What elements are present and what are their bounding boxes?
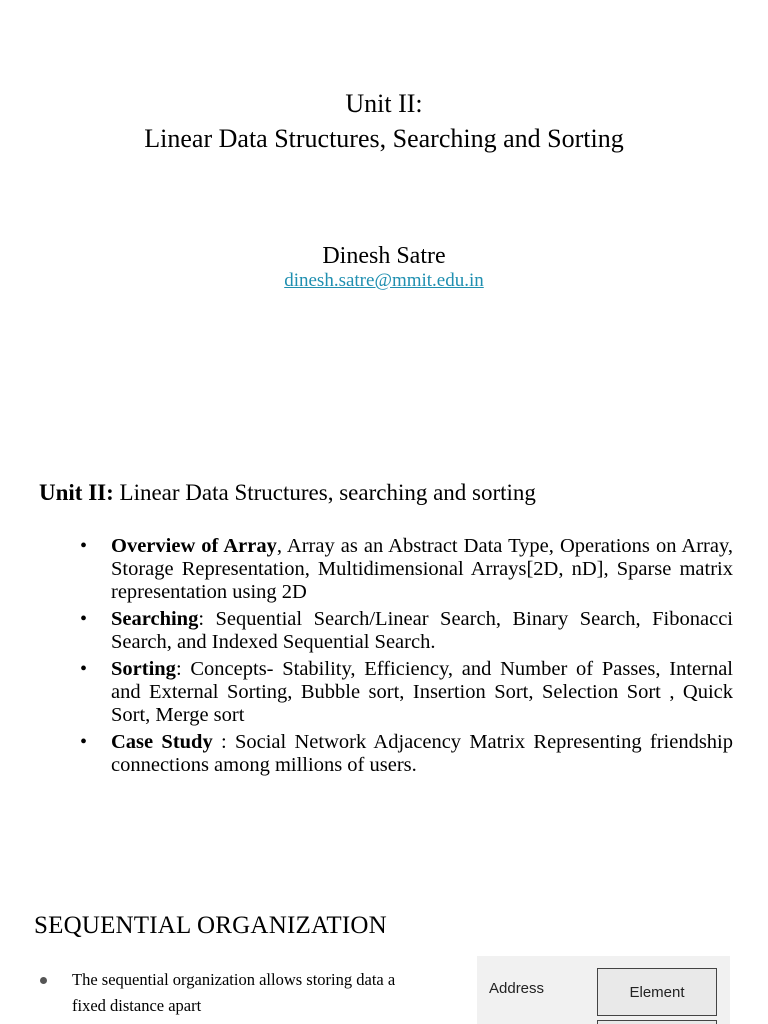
list-item-bold: Searching: [111, 608, 199, 630]
author-email: [0, 268, 768, 294]
address-label: Address: [489, 980, 545, 997]
list-item-bold: Sorting: [111, 658, 176, 680]
list-item-text: : Concepts- Stability, Efficiency, and Number of Passes, Internal and External Sorting, Bubble sort, Insertion Sort, Selection Sort , Quick Sort, Merge sort: [111, 658, 733, 726]
slide3-bullet-line1: The sequential organization allows storing data a: [72, 970, 396, 989]
author-name: Dinesh Satre: [322, 243, 446, 269]
next-element-box: [597, 1020, 717, 1024]
list-item: [80, 658, 733, 727]
list-item: [80, 608, 733, 654]
bullet-icon: •: [80, 535, 88, 557]
memory-layout-figure: [477, 956, 730, 1024]
slide2-heading: [39, 478, 739, 508]
list-item-bold: Overview of Array: [111, 535, 277, 557]
slide2-heading-bold: Unit II:: [39, 480, 114, 505]
list-item-text: , Array as an Abstract Data Type, Operations on Array, Storage Representation, Multidimensional Arrays[2D, nD], Sparse matrix representation using 2D: [111, 535, 733, 603]
bullet-icon: [40, 977, 47, 984]
email-link[interactable]: dinesh.satre@mmit.edu.in: [284, 270, 484, 291]
slide1-title: Linear Data Structures, Searching and Sorting: [144, 124, 624, 153]
bullet-icon: •: [80, 608, 88, 630]
element-label: Element: [629, 983, 685, 1001]
element-box: [597, 968, 717, 1016]
syllabus-list: [80, 535, 733, 781]
bullet-icon: •: [80, 731, 88, 753]
list-item-text: : Sequential Search/Linear Search, Binary Search, Fibonacci Search, and Indexed Sequential Search.: [111, 608, 733, 653]
bullet-icon: •: [80, 658, 88, 680]
list-item: [80, 535, 733, 604]
list-item: [80, 731, 733, 777]
list-item-text: : Social Network Adjacency Matrix Representing friendship connections among millions of users.: [111, 731, 733, 776]
slide3-bullet-line2: fixed distance apart: [72, 996, 202, 1015]
slide1-unit-label: Unit II:: [345, 89, 423, 118]
list-item-bold: Case Study: [111, 731, 213, 753]
slide2-heading-rest: Linear Data Structures, searching and sorting: [113, 480, 536, 505]
slide3-bullet-text: [72, 967, 460, 1019]
slide3-bullet: [40, 967, 460, 1019]
slide3-heading: SEQUENTIAL ORGANIZATION: [34, 912, 387, 939]
